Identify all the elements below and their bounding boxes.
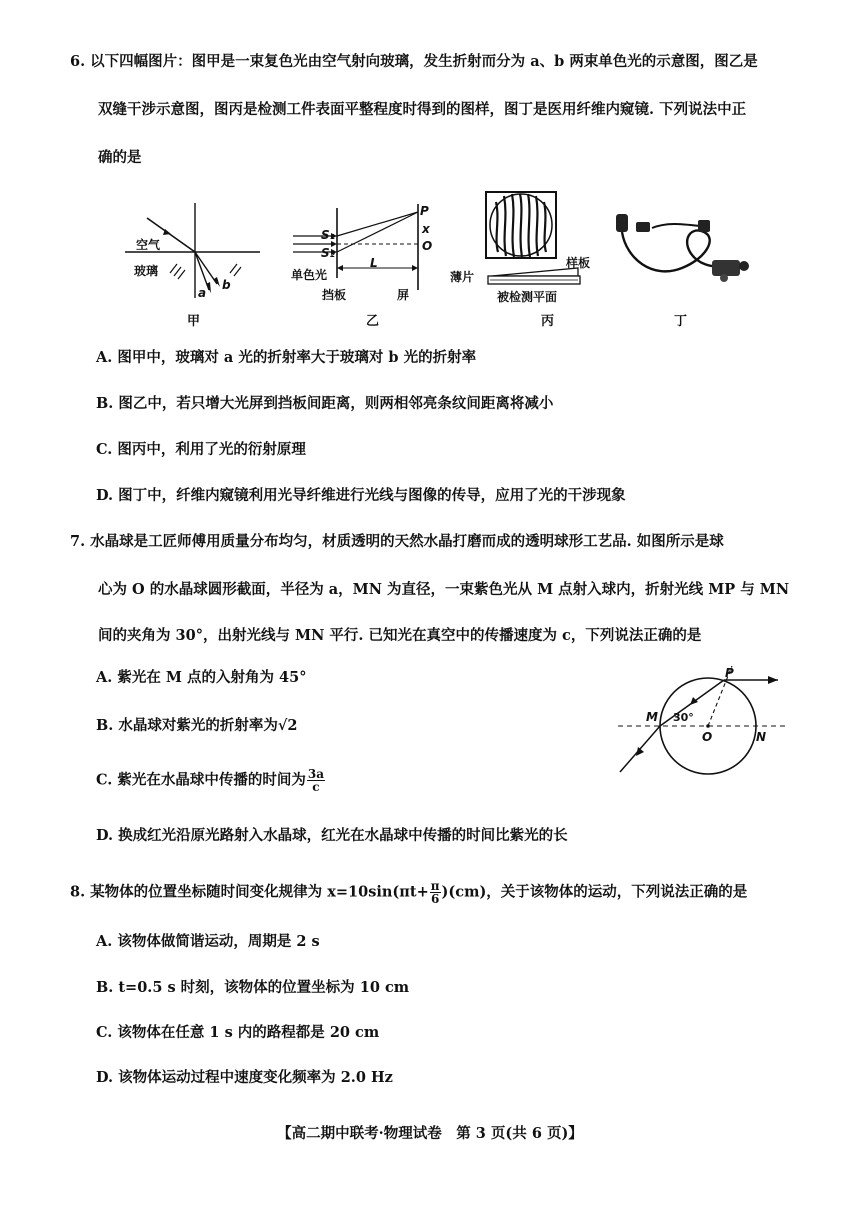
page-footer: 【高二期中联考·物理试卷 第 3 页(共 6 页)】 — [277, 1125, 583, 1142]
label-baffle: 挡板 — [322, 288, 347, 302]
q8-phase-fraction — [430, 880, 441, 905]
figure-yi-double-slit — [293, 200, 433, 300]
label-ray-a: a — [198, 286, 207, 300]
caption-jia: 甲 — [187, 314, 201, 329]
label-air: 空气 — [136, 238, 161, 252]
figure-bing-flatness-test — [478, 190, 591, 290]
label-M: M — [646, 710, 658, 724]
q7-option-c — [96, 768, 326, 793]
q6-option-d: D. 图丁中，纤维内窥镜利用光导纤维进行光线与图像的传导，应用了光的干涉现象 — [96, 487, 626, 504]
caption-bing: 丙 — [541, 314, 555, 329]
q6-stem-line3: 确的是 — [98, 149, 142, 166]
q7-option-c-fraction — [307, 768, 325, 793]
label-O: O — [422, 239, 433, 253]
q6-stem-line2: 双缝干涉示意图，图丙是检测工件表面平整程度时得到的图样，图丁是医用纤维内窥镜. 下列说法中正 — [98, 101, 747, 118]
q7-option-c-numerator: 3a — [307, 767, 325, 781]
q8-fraction-numerator: π — [430, 879, 440, 893]
q6-option-b: B. 图乙中，若只增大光屏到挡板间距离，则两相邻亮条纹间距离将减小 — [96, 395, 554, 412]
q7-stem-line1: 7. 水晶球是工匠师傅用质量分布均匀，材质透明的天然水晶打磨而成的透明球形工艺品. 如图所示是球 — [70, 533, 724, 550]
q7-option-c-denominator: c — [312, 780, 320, 794]
label-screen: 屏 — [397, 288, 410, 302]
q7-option-d: D. 换成红光沿原光路射入水晶球，红光在水晶球中传播的时间比紫光的长 — [96, 827, 568, 844]
label-angle-30: 30° — [673, 711, 694, 724]
label-thin-sheet: 薄片 — [450, 270, 475, 284]
label-tested-surface: 被检测平面 — [497, 290, 558, 304]
label-sample-plate: 样板 — [566, 256, 591, 270]
q8-option-d: D. 该物体运动过程中速度变化频率为 2.0 Hz — [96, 1069, 393, 1086]
label-glass: 玻璃 — [134, 264, 159, 278]
label-S1: S₁ — [321, 228, 335, 242]
figure-ding-endoscope — [612, 208, 752, 293]
q8-option-c: C. 该物体在任意 1 s 内的路程都是 20 cm — [96, 1024, 380, 1041]
q7-option-a: A. 紫光在 M 点的入射角为 45° — [96, 669, 307, 686]
q7-stem-line2: 心为 O 的水晶球圆形截面，半径为 a，MN 为直径，一束紫色光从 M 点射入球内，折射光线 MP 与 MN — [98, 581, 790, 598]
q8-stem-text-post: )(cm)，关于该物体的运动，下列说法正确的是 — [441, 883, 748, 901]
label-P-q7: P — [725, 666, 734, 680]
label-P: P — [420, 204, 429, 218]
figure-q7-crystal-ball — [618, 662, 788, 782]
q8-fraction-denominator: 6 — [430, 892, 440, 906]
label-x: x — [422, 222, 430, 236]
q7-option-c-text: C. 紫光在水晶球中传播的时间为 — [96, 771, 306, 789]
q6-stem-line1: 6. 以下四幅图片：图甲是一束复色光由空气射向玻璃，发生折射而分为 a、b 两束单色光的示意图，图乙是 — [70, 53, 758, 70]
q8-option-b: B. t=0.5 s 时刻，该物体的位置坐标为 10 cm — [96, 979, 410, 996]
q8-option-a: A. 该物体做简谐运动，周期是 2 s — [96, 933, 320, 950]
label-S2: S₂ — [321, 246, 335, 260]
label-ray-b: b — [222, 278, 231, 292]
caption-ding: 丁 — [674, 314, 688, 329]
figure-jia-refraction — [125, 198, 260, 308]
label-monochromatic: 单色光 — [291, 268, 328, 282]
q7-option-b: B. 水晶球对紫光的折射率为√2 — [96, 717, 298, 734]
q8-stem — [70, 880, 747, 905]
q7-stem-line3: 间的夹角为 30°，出射光线与 MN 平行. 已知光在真空中的传播速度为 c，下列说法正确的是 — [98, 627, 702, 644]
label-N: N — [756, 730, 767, 744]
label-O-q7: O — [702, 730, 713, 744]
q6-option-c: C. 图丙中，利用了光的衍射原理 — [96, 441, 306, 458]
caption-yi: 乙 — [366, 314, 380, 329]
q6-option-a: A. 图甲中，玻璃对 a 光的折射率大于玻璃对 b 光的折射率 — [96, 349, 477, 366]
q8-stem-text-pre: 8. 某物体的位置坐标随时间变化规律为 x=10sin(πt+ — [70, 883, 429, 901]
label-L: L — [370, 256, 378, 270]
